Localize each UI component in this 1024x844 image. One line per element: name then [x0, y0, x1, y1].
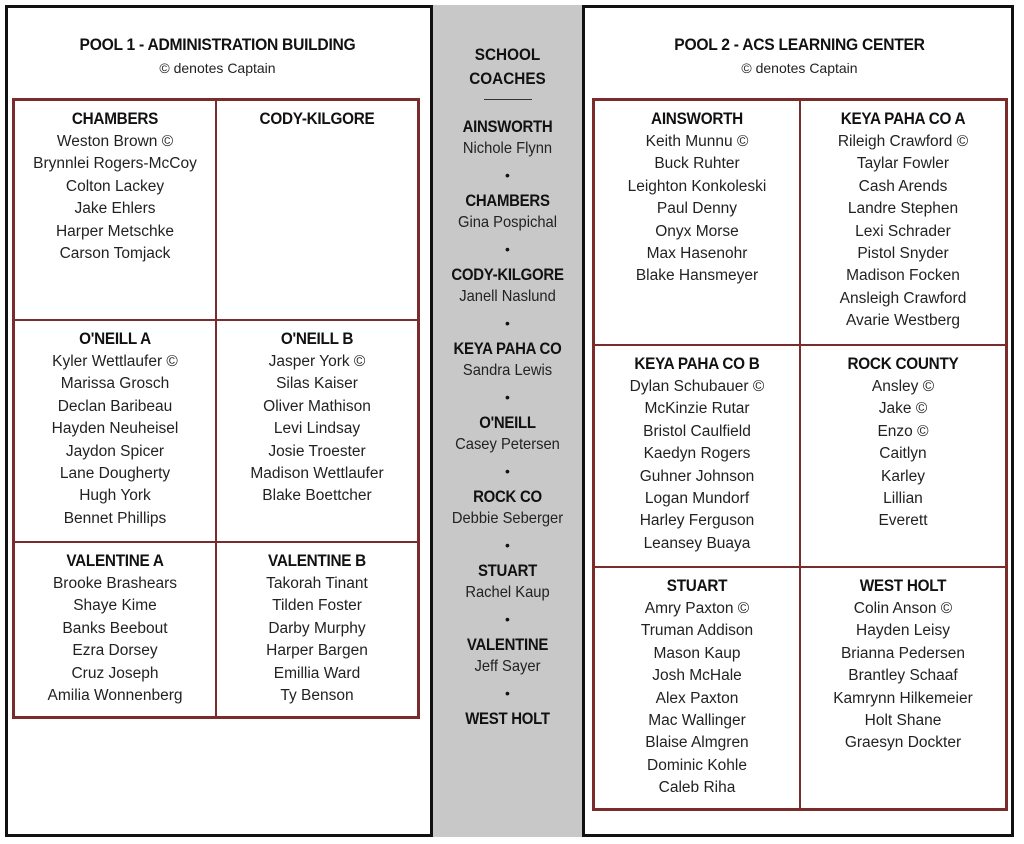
player-name: Harper Bargen [266, 642, 368, 660]
coaches-list [433, 116, 582, 730]
player-name: Ansley © [871, 378, 935, 395]
player-name: Leansey Buaya [643, 534, 751, 552]
bullet-separator: • [505, 315, 510, 331]
team-name: O'NEILL A [79, 329, 151, 348]
player-name: McKinzie Rutar [644, 400, 750, 418]
coach-name: Nichole Flynn [462, 140, 553, 157]
player-name: Mac Wallinger [648, 712, 746, 730]
coach-school-name: O'NEILL [479, 413, 536, 432]
player-name: Truman Addison [640, 622, 754, 640]
player-name: Hayden Leisy [856, 622, 950, 640]
team-cell-o-neill-b [216, 320, 418, 542]
coach-school-name: AINSWORTH [462, 117, 553, 136]
pool-2-column [585, 5, 1014, 837]
team-cell-chambers [14, 100, 216, 320]
coaches-title-line-2: COACHES [469, 69, 546, 88]
player-name: Karley [881, 467, 925, 485]
player-name: Dylan Schubauer © [629, 378, 765, 395]
team-name: ROCK COUNTY [847, 354, 959, 373]
bullet-separator: • [505, 685, 510, 701]
player-name: Silas Kaiser [276, 375, 358, 393]
coaches-divider [484, 99, 532, 100]
player-name: Keith Munnu © [645, 133, 749, 150]
player-name: Harper Metschke [55, 222, 174, 240]
pool-2-title: POOL 2 - ACS LEARNING CENTER [674, 35, 925, 54]
team-cell-valentine-a [14, 542, 216, 717]
player-name: Madison Wettlaufer [250, 465, 384, 483]
coach-name: Debbie Seberger [451, 510, 564, 527]
player-name: Brooke Brashears [52, 575, 178, 592]
player-name: Logan Mundorf [644, 490, 750, 508]
player-name: Darby Murphy [268, 619, 366, 637]
coach-school-name: WEST HOLT [465, 709, 550, 728]
coach-school-name: CODY-KILGORE [451, 265, 564, 284]
coach-name: Rachel Kaup [465, 584, 550, 601]
coach-school-name: KEYA PAHA CO [453, 339, 562, 358]
player-name: Blaise Almgren [645, 734, 749, 752]
player-name: Josie Troester [268, 442, 366, 460]
team-name: O'NEILL B [280, 329, 354, 348]
player-name: Cruz Joseph [71, 664, 159, 682]
player-name: Enzo © [877, 422, 929, 440]
pool-2-subtitle: © denotes Captain [741, 60, 858, 76]
player-name: Amilia Wonnenberg [47, 687, 183, 705]
player-name: Colton Lackey [65, 177, 165, 195]
team-name: WEST HOLT [859, 576, 947, 595]
team-name: CODY-KILGORE [259, 109, 375, 128]
coach-school-name: ROCK CO [473, 487, 542, 506]
player-name: Carson Tomjack [59, 245, 171, 263]
coaches-title [440, 43, 574, 91]
coaches-title-line-1: SCHOOL [474, 45, 541, 64]
team-cell-stuart [594, 567, 800, 809]
coach-name: Gina Pospichal [457, 214, 558, 231]
player-name: Takorah Tinant [266, 575, 368, 592]
player-name: Kaedyn Rogers [643, 445, 751, 463]
team-name: CHAMBERS [71, 109, 159, 128]
coaches-column [430, 5, 585, 837]
player-name: Buck Ruhter [654, 155, 740, 173]
pool-1-grid [12, 98, 420, 719]
team-cell-cody-kilgore [216, 100, 418, 320]
player-name: Brynnlei Rogers-McCoy [33, 155, 197, 173]
player-name: Paul Denny [656, 200, 738, 218]
player-name: Rileigh Crawford © [837, 133, 969, 150]
player-name: Landre Stephen [847, 200, 959, 218]
team-name: AINSWORTH [651, 109, 743, 128]
player-name: Max Hasenohr [646, 245, 748, 263]
team-cell-keya-paha-co-b [594, 345, 800, 567]
player-name: Banks Beebout [62, 619, 168, 637]
player-name: Kamrynn Hilkemeier [833, 689, 973, 707]
player-name: Colin Anson © [853, 600, 953, 617]
coach-name: Jeff Sayer [474, 658, 541, 675]
player-name: Ansleigh Crawford [839, 289, 967, 307]
team-name: VALENTINE A [66, 551, 164, 570]
coach-school-name: CHAMBERS [465, 191, 550, 210]
player-name: Oliver Mathison [263, 397, 371, 415]
player-name: Ezra Dorsey [72, 642, 158, 660]
player-name: Lillian [883, 490, 923, 508]
bullet-separator: • [505, 241, 510, 257]
player-name: Lane Dougherty [59, 465, 171, 483]
player-name: Lexi Schrader [855, 222, 951, 240]
player-name: Brianna Pedersen [840, 644, 966, 662]
bullet-separator: • [505, 463, 510, 479]
team-cell-o-neill-a [14, 320, 216, 542]
player-name: Blake Hansmeyer [635, 267, 759, 285]
team-cell-rock-county [800, 345, 1006, 567]
pool-2-grid [592, 98, 1008, 811]
coaches-panel [433, 43, 582, 730]
player-name: Jake © [878, 400, 928, 418]
team-cell-west-holt [800, 567, 1006, 809]
player-name: Jaydon Spicer [65, 442, 165, 460]
player-name: Weston Brown © [56, 133, 174, 150]
bullet-separator: • [505, 537, 510, 553]
bullet-separator: • [505, 167, 510, 183]
player-name: Josh McHale [652, 667, 742, 685]
pool-1-subtitle: © denotes Captain [159, 60, 276, 76]
player-name: Shaye Kime [73, 597, 157, 615]
team-name: KEYA PAHA CO B [634, 354, 760, 373]
player-name: Marissa Grosch [60, 375, 170, 393]
coach-school-name: STUART [477, 561, 538, 580]
player-name: Caitlyn [879, 445, 927, 463]
player-name: Harley Ferguson [639, 512, 755, 530]
team-cell-ainsworth [594, 100, 800, 345]
player-name: Alex Paxton [655, 689, 739, 707]
player-name: Jasper York © [268, 353, 366, 370]
player-name: Everett [878, 512, 928, 530]
pool-1-title: POOL 1 - ADMINISTRATION BUILDING [79, 35, 356, 54]
team-cell-keya-paha-co-a [800, 100, 1006, 345]
team-name: STUART [666, 576, 728, 595]
player-name: Hugh York [79, 487, 151, 505]
player-name: Hayden Neuheisel [51, 420, 179, 438]
player-name: Kyler Wettlaufer © [52, 353, 178, 370]
player-name: Avarie Westberg [845, 312, 960, 330]
player-name: Ty Benson [280, 687, 354, 705]
player-name: Jake Ehlers [74, 200, 156, 218]
player-name: Blake Boettcher [262, 487, 372, 505]
player-name: Tilden Foster [272, 597, 362, 615]
player-name: Onyx Morse [655, 222, 739, 240]
player-name: Bennet Phillips [63, 509, 167, 527]
bullet-separator: • [505, 611, 510, 627]
player-name: Cash Arends [858, 177, 948, 195]
player-name: Holt Shane [864, 712, 942, 730]
team-name: KEYA PAHA CO A [840, 109, 966, 128]
bullet-separator: • [505, 389, 510, 405]
team-name: VALENTINE B [268, 551, 366, 570]
player-name: Dominic Kohle [647, 756, 747, 774]
pool-1-column [5, 5, 430, 837]
coach-name: Casey Petersen [455, 436, 560, 453]
player-name: Declan Baribeau [57, 397, 173, 415]
player-name: Mason Kaup [653, 644, 741, 662]
coach-name: Sandra Lewis [462, 362, 553, 379]
player-name: Graesyn Dockter [844, 734, 962, 752]
player-name: Madison Focken [846, 267, 960, 285]
player-name: Brantley Schaaf [848, 667, 958, 685]
player-name: Levi Lindsay [273, 420, 361, 438]
coach-name: Janell Naslund [459, 288, 556, 305]
player-name: Taylar Fowler [856, 155, 950, 173]
player-name: Guhner Johnson [639, 467, 755, 485]
player-name: Leighton Konkoleski [627, 177, 767, 195]
coach-school-name: VALENTINE [466, 635, 549, 654]
team-cell-valentine-b [216, 542, 418, 717]
player-name: Pistol Snyder [857, 245, 949, 263]
player-name: Bristol Caulfield [643, 422, 751, 440]
player-name: Caleb Riha [658, 779, 736, 797]
player-name: Emillia Ward [273, 664, 361, 682]
player-name: Amry Paxton © [644, 600, 750, 617]
